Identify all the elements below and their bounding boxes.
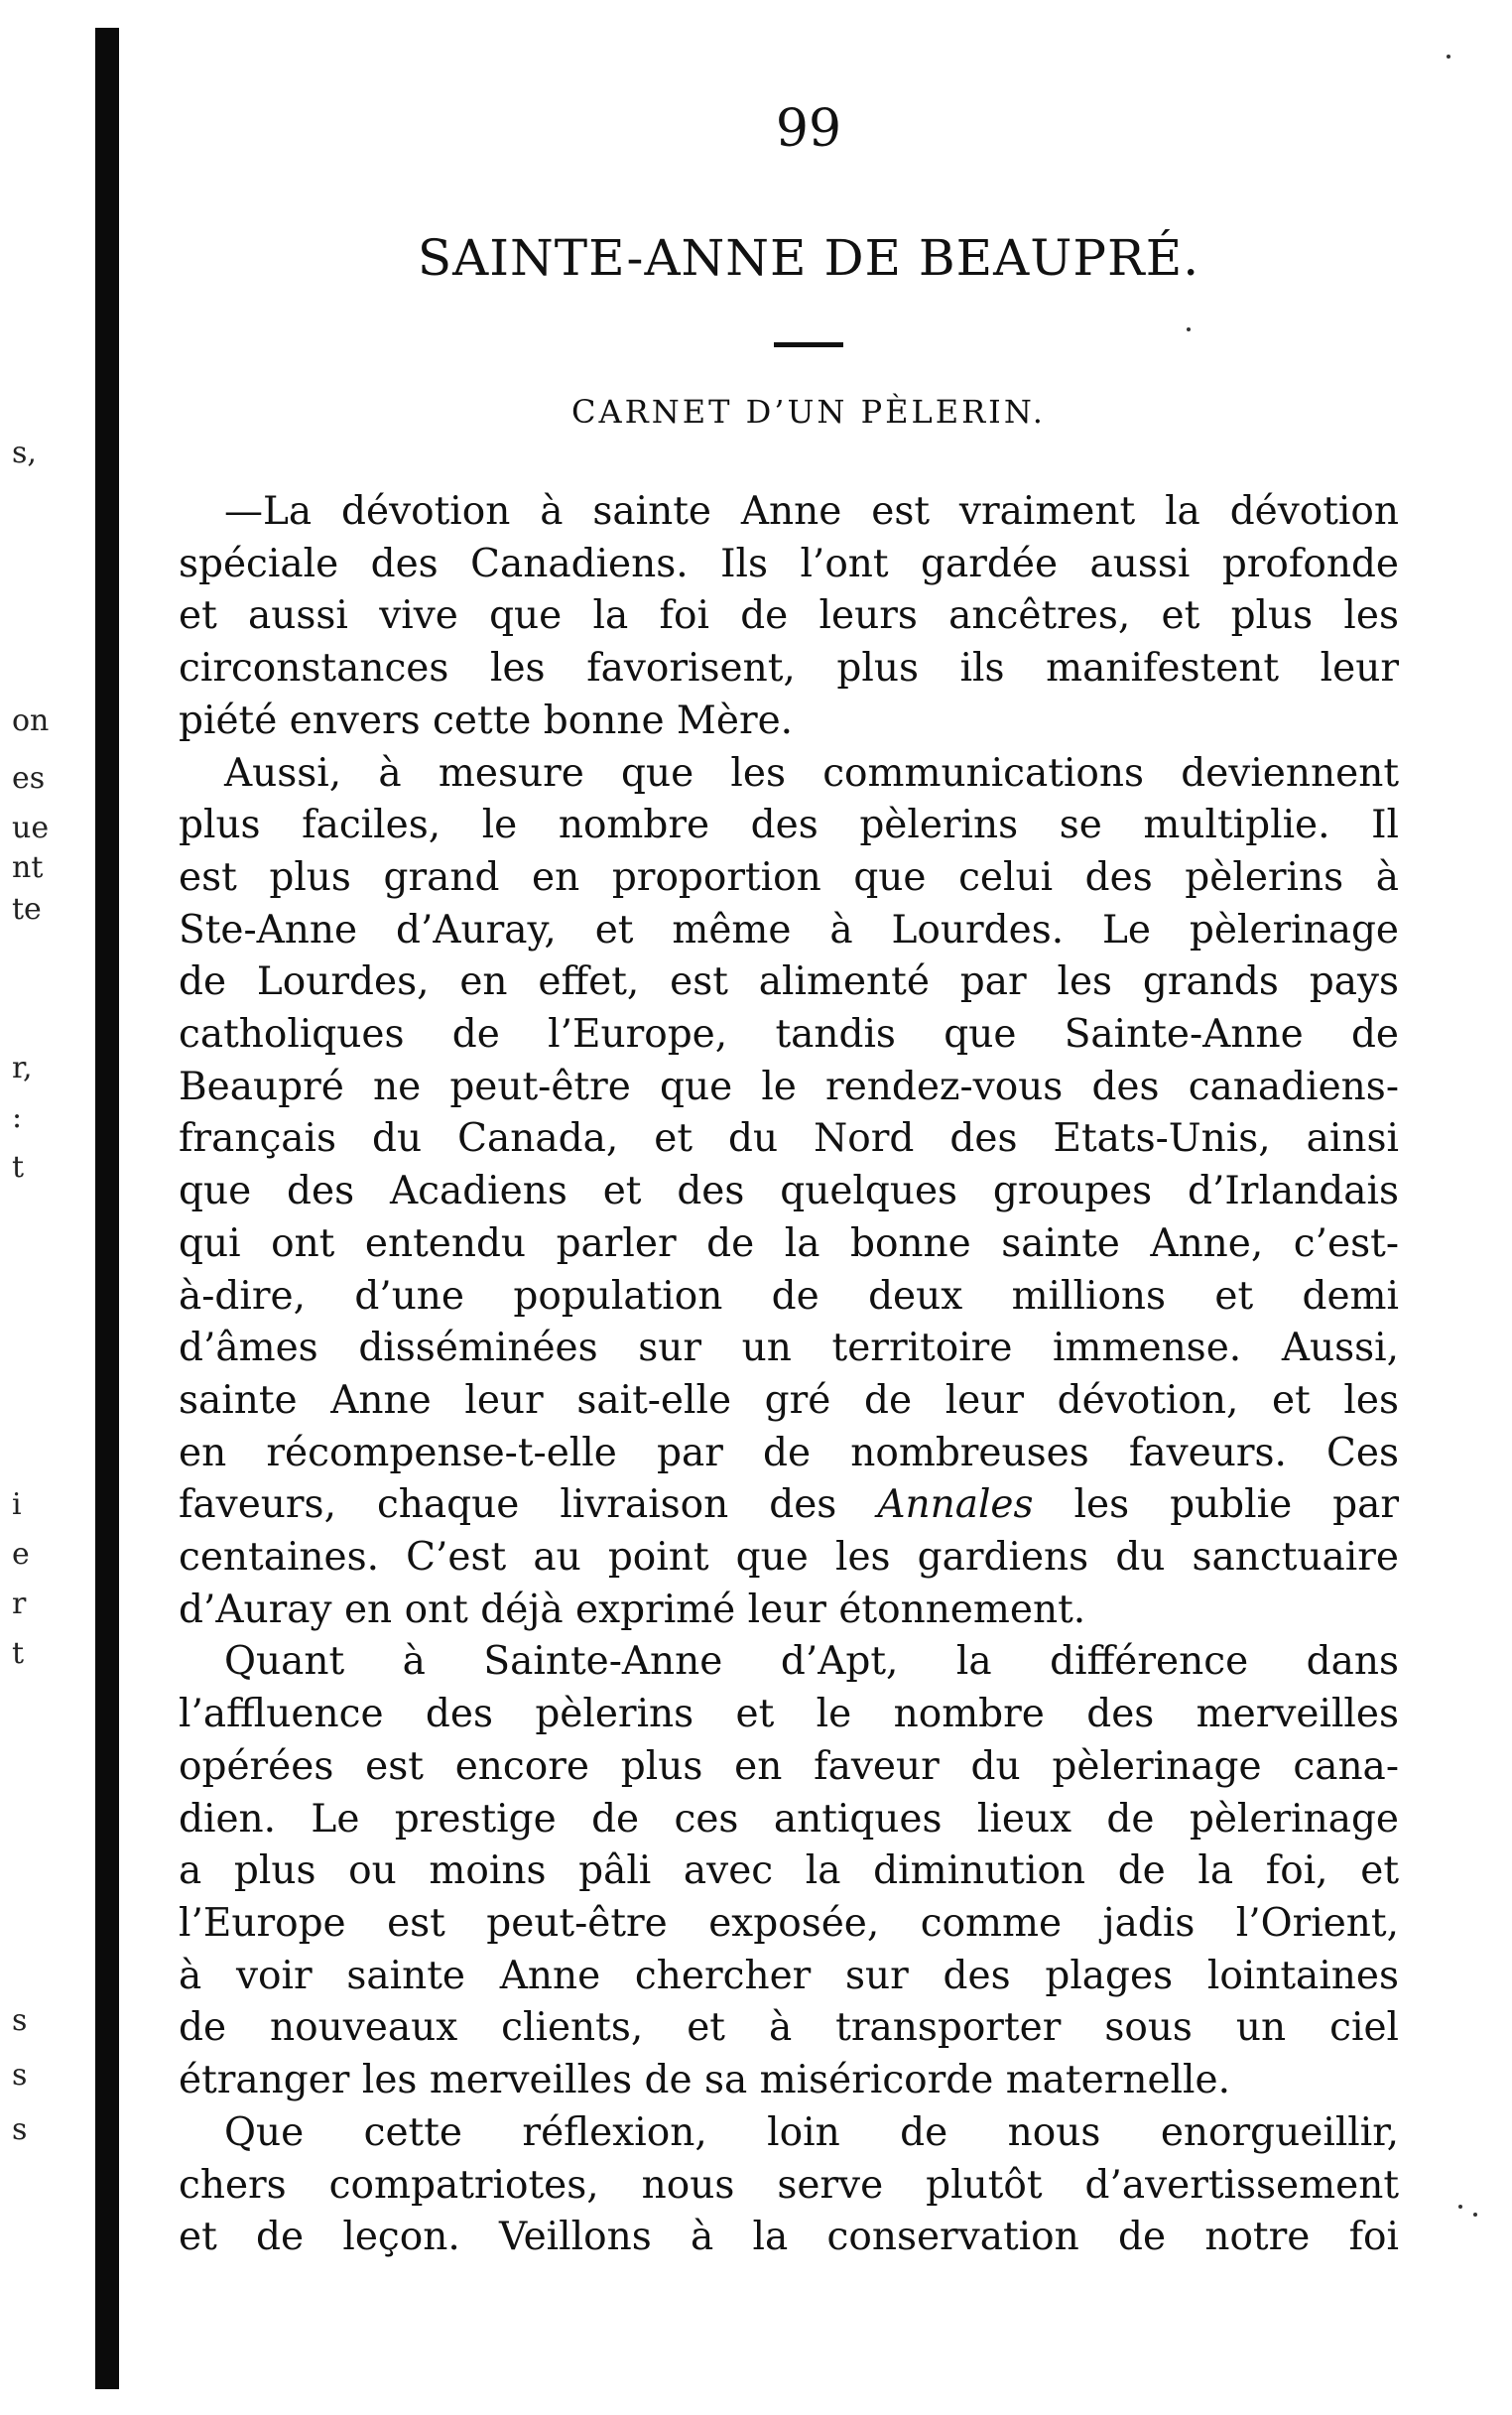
text-line: de Lourdes, en effet, est alimenté par les grands pays [179, 959, 1399, 1005]
text-line: plus faciles, le nombre des pèlerins se multiplie. Il [179, 803, 1399, 848]
margin-fragment: ue [12, 811, 50, 845]
title-divider [774, 342, 843, 347]
text-line: l’affluence des pèlerins et le nombre des merveilles [179, 1692, 1399, 1737]
text-line: d’Auray en ont déjà exprimé leur étonnement. [179, 1587, 1086, 1632]
text-line: et aussi vive que la foi de leurs ancêtres, et plus les [179, 593, 1399, 639]
margin-fragment: s [12, 2058, 28, 2093]
margin-fragment: r, [12, 1051, 33, 1085]
text-line: sainte Anne leur sait-elle gré de leur dévotion, et les [179, 1377, 1399, 1423]
print-speck [1447, 55, 1450, 59]
book-page [179, 99, 1399, 2264]
margin-fragment: e [12, 1537, 30, 1572]
text-line: et de leçon. Veillons à la conservation de notre foi [179, 2215, 1399, 2260]
chapter-title: SAINTE-ANNE DE BEAUPRÉ. [417, 229, 1200, 287]
text-line: chers compatriotes, nous serve plutôt d’avertissement [179, 2162, 1399, 2208]
text-line: français du Canada, et du Nord des Etats-Unis, ainsi [179, 1116, 1399, 1162]
margin-fragment: t [12, 1150, 25, 1185]
binding-gutter [95, 28, 119, 2389]
text-line: —La dévotion à sainte Anne est vraiment la dévotion [224, 489, 1399, 534]
text-line: est plus grand en proportion que celui des pèlerins à [179, 854, 1399, 900]
page-number: 99 [775, 99, 842, 159]
text-line: l’Europe est peut-être exposée, comme jadis l’Orient, [179, 1900, 1399, 1946]
body-text [179, 486, 1399, 2264]
print-speck [1458, 2205, 1462, 2209]
text-line: à-dire, d’une population de deux millions et demi [179, 1273, 1399, 1319]
text-line: en récompense-t-elle par de nombreuses faveurs. Ces [179, 1430, 1399, 1475]
text-line: catholiques de l’Europe, tandis que Sainte-Anne de [179, 1012, 1399, 1058]
text-line: dien. Le prestige de ces antiques lieux de pèlerinage [179, 1796, 1399, 1842]
print-speck [1473, 2213, 1477, 2217]
margin-fragment: r [12, 1587, 27, 1621]
margin-fragment: s [12, 2003, 28, 2038]
text-line: Que cette réflexion, loin de nous enorgueillir, [224, 2109, 1399, 2155]
text-line: centaines. C’est au point que les gardiens du sanctuaire [179, 1535, 1399, 1581]
text-line: qui ont entendu parler de la bonne sainte Anne, c’est- [179, 1220, 1399, 1266]
chapter-subtitle: CARNET D’UN PÈLERIN. [571, 393, 1046, 431]
margin-fragment: nt [12, 850, 44, 885]
text-line: de nouveaux clients, et à transporter sous un ciel [179, 2005, 1399, 2051]
text-line: Aussi, à mesure que les communications deviennent [224, 750, 1399, 796]
text-line: Quant à Sainte-Anne d’Apt, la différence dans [224, 1639, 1399, 1685]
text-line: a plus ou moins pâli avec la diminution de la foi, et [179, 1848, 1399, 1894]
text-line: piété envers cette bonne Mère. [179, 698, 794, 743]
margin-fragment: t [12, 1636, 25, 1671]
text-line: étranger les merveilles de sa miséricorde maternelle. [179, 2058, 1230, 2103]
text-line: opérées est encore plus en faveur du pèlerinage cana- [179, 1743, 1399, 1789]
margin-fragment: s, [12, 436, 37, 470]
text-line: que des Acadiens et des quelques groupes d’Irlandais [179, 1169, 1399, 1214]
text-line: Beaupré ne peut-être que le rendez-vous des canadiens- [179, 1064, 1399, 1109]
text-line: Ste-Anne d’Auray, et même à Lourdes. Le pèlerinage [179, 907, 1399, 953]
text-line: d’âmes disséminées sur un territoire immense. Aussi, [179, 1326, 1399, 1371]
text-line: faveurs, chaque livraison des Annales les publie par [179, 1482, 1399, 1528]
margin-fragment: i [12, 1487, 22, 1522]
margin-fragment: es [12, 761, 46, 796]
text-line: circonstances les favorisent, plus ils manifestent leur [179, 646, 1399, 692]
margin-fragment: s [12, 2112, 28, 2147]
margin-fragment: on [12, 703, 50, 738]
text-line: spéciale des Canadiens. Ils l’ont gardée aussi profonde [179, 541, 1399, 586]
margin-fragment: : [12, 1100, 23, 1135]
text-line: à voir sainte Anne chercher sur des plages lointaines [179, 1953, 1399, 1998]
margin-fragment: te [12, 892, 42, 927]
